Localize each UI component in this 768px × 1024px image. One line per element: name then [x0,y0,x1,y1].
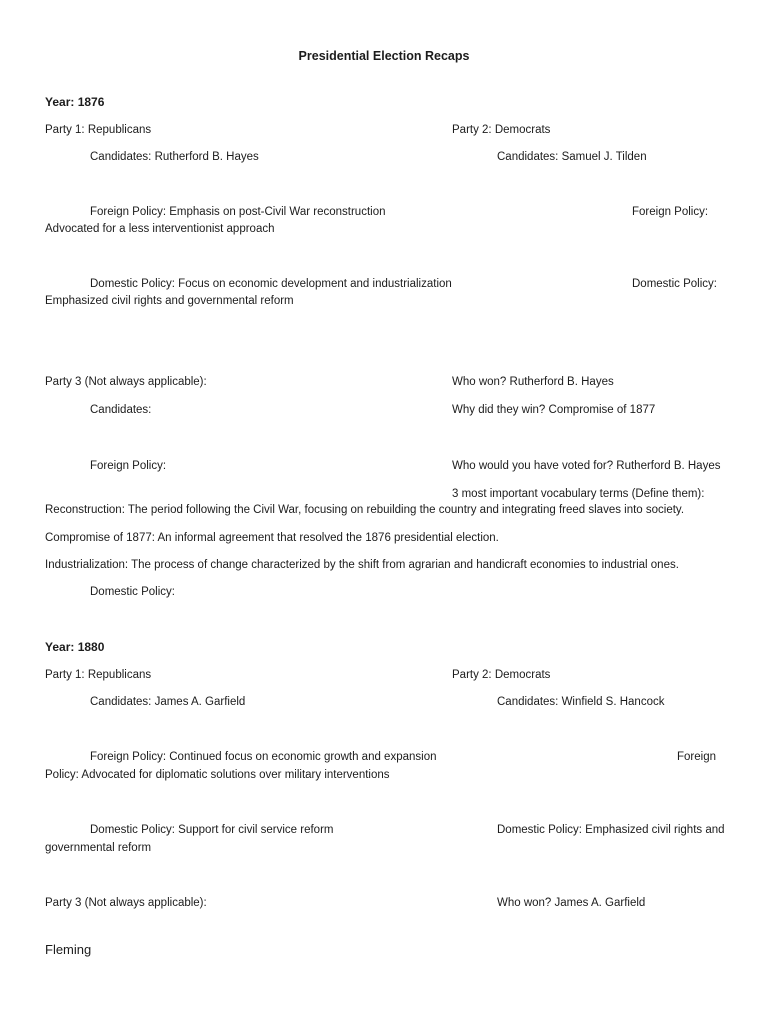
vocab-term: Industrialization: The process of change characterized by the shift from agrarian and handicraft economies to industrial ones. [45,559,679,571]
party3-label: Party 3 (Not always applicable): [45,376,207,388]
party2-candidates: Candidates: Winfield S. Hancock [497,696,665,708]
party1-domestic-policy: Domestic Policy: Support for civil service reform [90,824,334,836]
party3-domestic-policy: Domestic Policy: [90,586,175,598]
party3-candidates: Candidates: [90,404,152,416]
year-heading-1876: Year: 1876 [45,95,105,109]
party2-candidates: Candidates: Samuel J. Tilden [497,151,647,163]
party3-foreign-policy: Foreign Policy: [90,460,167,472]
vocab-term: Compromise of 1877: An informal agreement that resolved the 1876 presidential election. [45,532,499,544]
party1-foreign-policy: Foreign Policy: Emphasis on post-Civil War reconstruction [90,206,386,218]
page-title: Presidential Election Recaps [298,49,470,63]
party1-candidates: Candidates: James A. Garfield [90,696,246,708]
party1-foreign-policy: Foreign Policy: Continued focus on economic growth and expansion [90,751,437,763]
vocab-term: Reconstruction: The period following the Civil War, focusing on rebuilding the country and integrating freed slaves into society. [45,504,685,516]
why-won: Why did they win? Compromise of 1877 [452,404,656,416]
party1-candidates: Candidates: Rutherford B. Hayes [90,151,259,163]
party2-foreign-policy-text: Policy: Advocated for diplomatic solutions over military interventions [45,769,390,781]
party1-label: Party 1: Republicans [45,124,152,136]
party2-domestic-policy-label: Domestic Policy: Emphasized civil rights and [497,824,725,836]
footer-name: Fleming [45,942,92,957]
party2-foreign-policy-label: Foreign [677,751,716,763]
vocab-heading: 3 most important vocabulary terms (Define them): [452,488,705,500]
year-heading-1880: Year: 1880 [45,640,105,654]
party2-domestic-policy-text: Emphasized civil rights and governmental reform [45,295,294,307]
party3-label: Party 3 (Not always applicable): [45,897,207,909]
who-won: Who won? Rutherford B. Hayes [452,376,614,388]
party2-label: Party 2: Democrats [452,124,551,136]
party2-foreign-policy-label: Foreign Policy: [632,206,709,218]
party1-label: Party 1: Republicans [45,669,152,681]
party2-foreign-policy-text: Advocated for a less interventionist approach [45,223,275,235]
party1-domestic-policy: Domestic Policy: Focus on economic development and industrialization [90,278,452,290]
party2-label: Party 2: Democrats [452,669,551,681]
would-have-voted: Who would you have voted for? Rutherford B. Hayes [452,460,721,472]
party2-domestic-policy-label: Domestic Policy: [632,278,717,290]
who-won: Who won? James A. Garfield [497,897,646,909]
party2-domestic-policy-text: governmental reform [45,842,152,854]
